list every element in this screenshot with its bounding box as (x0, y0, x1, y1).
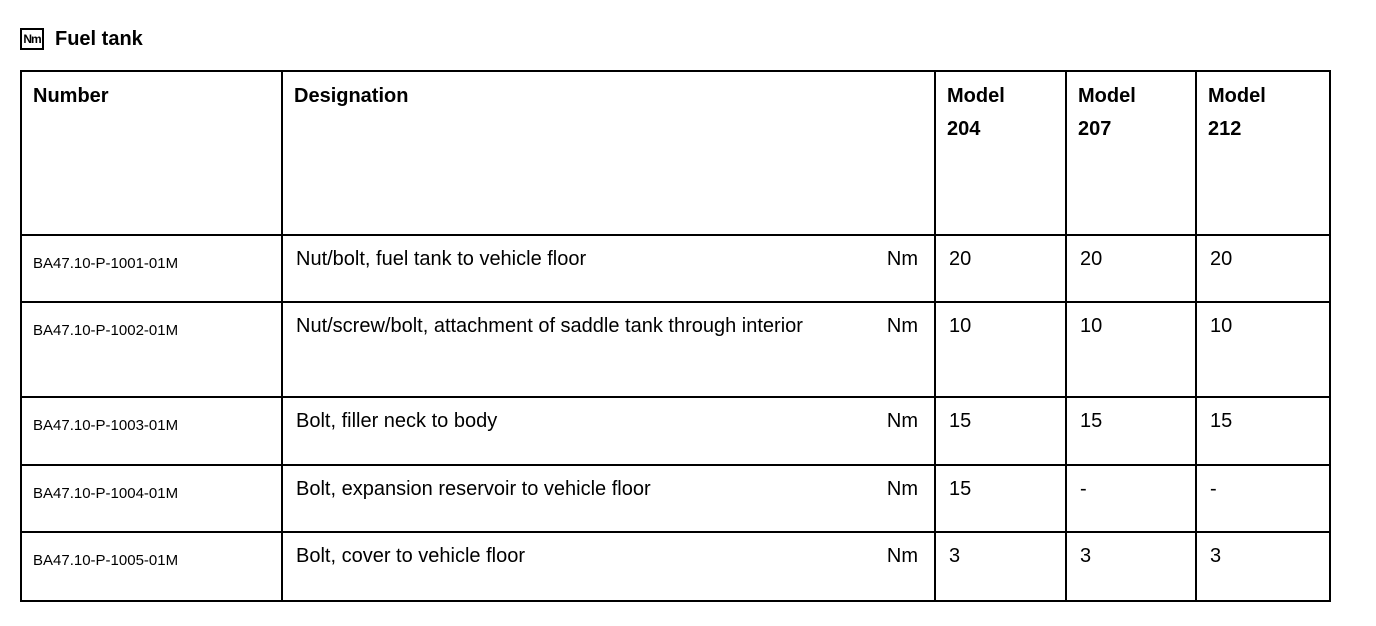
cell-number: BA47.10-P-1001-01M (21, 235, 282, 302)
section-title: Fuel tank (55, 28, 143, 50)
designation-text: Nut/screw/bolt, attachment of saddle tank through interior (296, 315, 803, 337)
unit-label: Nm (886, 248, 918, 270)
header-number: Number (21, 71, 282, 235)
cell-designation (282, 302, 935, 397)
cell-model-212: 15 (1196, 397, 1330, 465)
unit-label: Nm (886, 478, 918, 500)
designation-text: Bolt, expansion reservoir to vehicle floor (296, 478, 651, 500)
cell-model-212: 20 (1196, 235, 1330, 302)
table-row (21, 235, 1330, 302)
cell-designation (282, 532, 935, 601)
cell-designation (282, 235, 935, 302)
cell-model-207: - (1066, 465, 1196, 532)
cell-model-212: - (1196, 465, 1330, 532)
cell-model-212: 3 (1196, 532, 1330, 601)
cell-model-207: 20 (1066, 235, 1196, 302)
section-heading (20, 26, 143, 52)
cell-model-204: 10 (935, 302, 1066, 397)
table-row (21, 302, 1330, 397)
cell-number: BA47.10-P-1002-01M (21, 302, 282, 397)
cell-model-207: 3 (1066, 532, 1196, 601)
header-model-207 (1066, 71, 1196, 235)
cell-model-204: 20 (935, 235, 1066, 302)
table-row (21, 532, 1330, 601)
cell-number: BA47.10-P-1003-01M (21, 397, 282, 465)
cell-model-207: 15 (1066, 397, 1196, 465)
cell-designation (282, 465, 935, 532)
table-row (21, 397, 1330, 465)
designation-text: Bolt, cover to vehicle floor (296, 545, 525, 567)
torque-nm-icon: Nm (20, 28, 44, 50)
unit-label: Nm (886, 410, 918, 432)
header-model-204-code: 204 (947, 118, 981, 140)
cell-number: BA47.10-P-1005-01M (21, 532, 282, 601)
cell-designation (282, 397, 935, 465)
header-model-204 (935, 71, 1066, 235)
cell-model-207: 10 (1066, 302, 1196, 397)
unit-label: Nm (886, 315, 918, 337)
table-header-row (21, 71, 1330, 235)
designation-text: Nut/bolt, fuel tank to vehicle floor (296, 248, 587, 270)
header-model-207-label: Model (1078, 85, 1136, 107)
header-designation: Designation (282, 71, 935, 235)
designation-text: Bolt, filler neck to body (296, 410, 498, 432)
header-model-212 (1196, 71, 1330, 235)
header-model-212-label: Model (1208, 85, 1266, 107)
cell-number: BA47.10-P-1004-01M (21, 465, 282, 532)
cell-model-204: 15 (935, 465, 1066, 532)
header-model-212-code: 212 (1208, 118, 1242, 140)
cell-model-204: 3 (935, 532, 1066, 601)
table-row (21, 465, 1330, 532)
header-model-204-label: Model (947, 85, 1005, 107)
cell-model-212: 10 (1196, 302, 1330, 397)
header-model-207-code: 207 (1078, 118, 1112, 140)
unit-label: Nm (886, 545, 918, 567)
cell-model-204: 15 (935, 397, 1066, 465)
torque-spec-table (20, 70, 1331, 602)
